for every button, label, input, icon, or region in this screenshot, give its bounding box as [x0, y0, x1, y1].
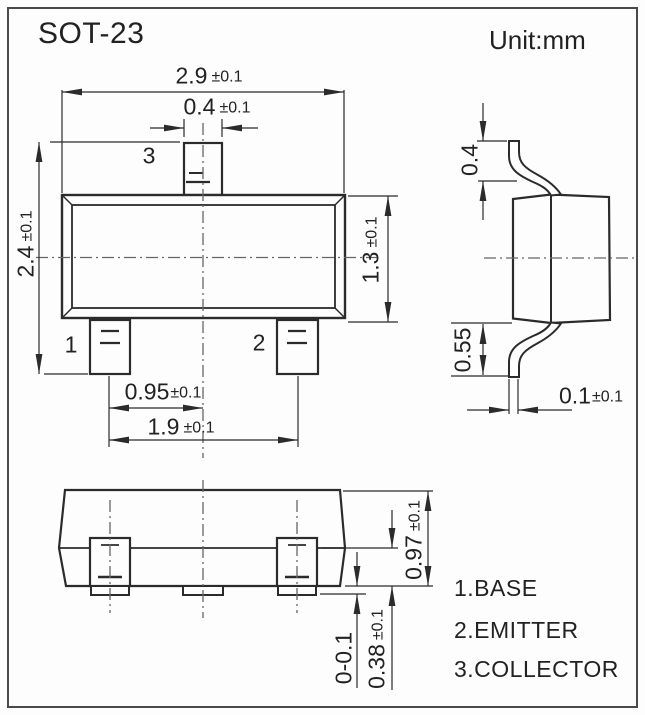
dim-overall-height: 2.4±0.1: [12, 210, 39, 278]
dim-lead-foot-height: 0.38±0.1: [363, 609, 390, 689]
top-view-pin1: [90, 320, 130, 374]
front-view: [59, 480, 345, 618]
dim-package-height: 0.97±0.1: [400, 500, 427, 580]
pin2-number: 2: [252, 329, 266, 356]
side-view-top-lead: [509, 141, 561, 196]
top-view-pin2: [277, 320, 318, 374]
side-view: [484, 141, 638, 377]
pin1-number: 1: [64, 331, 78, 358]
unit-label: Unit:mm: [489, 25, 586, 55]
legend-item-base: 1.BASE: [454, 575, 538, 601]
legend-item-collector: 3.COLLECTOR: [454, 656, 619, 682]
dim-standoff: 0-0.1: [330, 631, 357, 685]
page-title: SOT-23: [38, 17, 145, 50]
side-view-bottom-lead: [509, 323, 561, 378]
dim-overall-width: 2.9 ±0.1: [175, 62, 243, 89]
dim-lead-pitch: 0.95±0.1: [124, 378, 202, 405]
dim-lead-top-length: 0.4: [456, 144, 483, 176]
dim-lead-width: 0.4 ±0.1: [183, 93, 251, 120]
pin3-number: 3: [142, 142, 156, 169]
dim-lead-bottom-length: 0.55: [449, 327, 476, 373]
legend-item-emitter: 2.EMITTER: [454, 617, 579, 643]
dim-lead-span: 1.9 ±0.1: [147, 413, 215, 440]
dim-body-height: 1.3±0.1: [357, 216, 384, 284]
side-view-body: [513, 195, 610, 324]
top-view: [36, 123, 378, 458]
dim-lead-thickness: 0.1±0.1: [558, 382, 624, 409]
